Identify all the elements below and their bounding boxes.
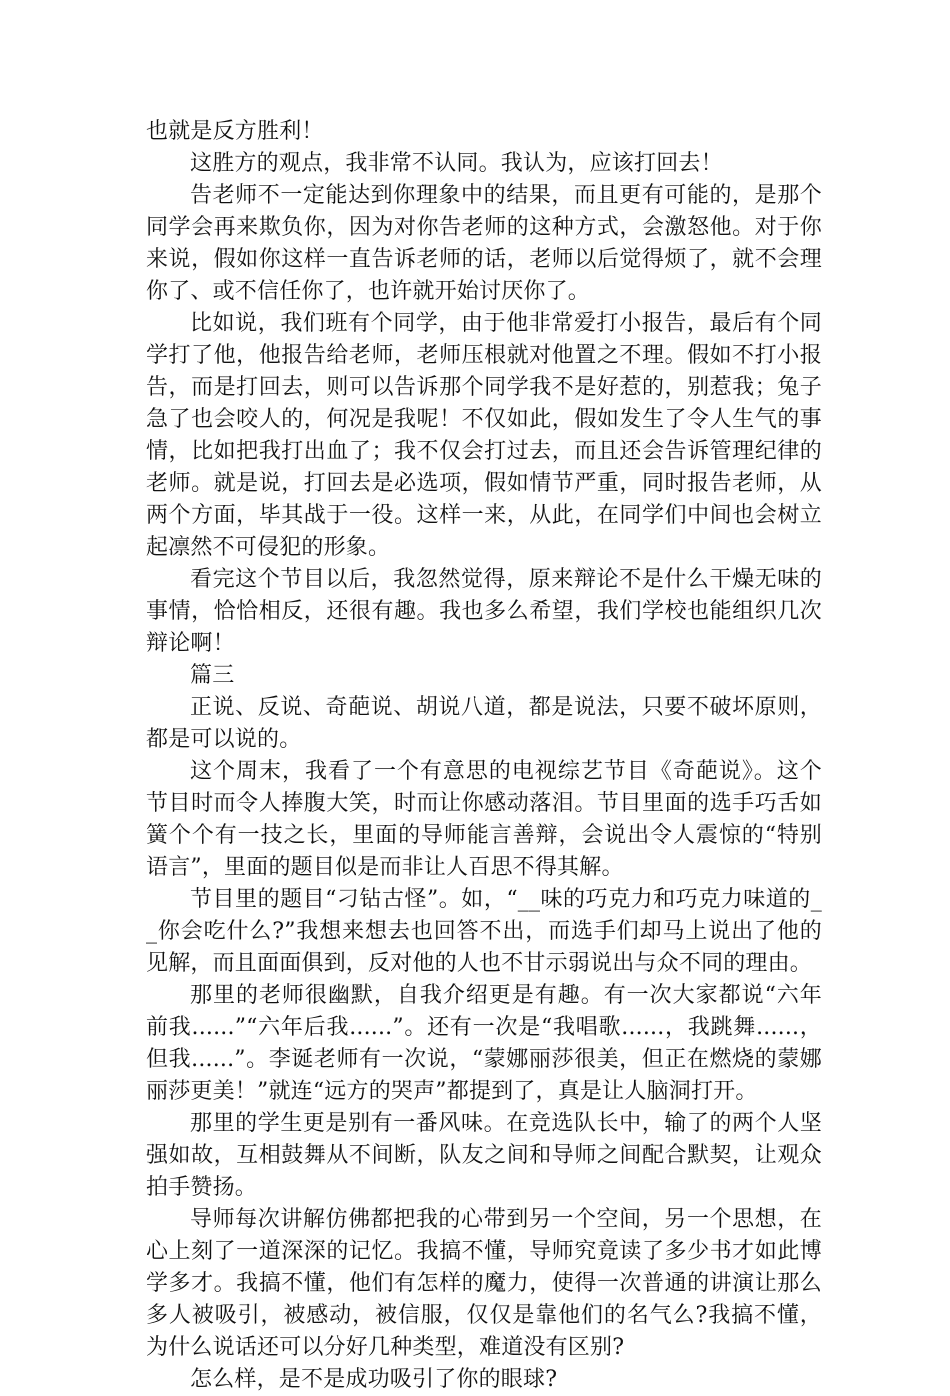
paragraph-7: 这个周末，我看了一个有意思的电视综艺节目《奇葩说》。这个节目时而令人捧腹大笑，时而让你感动落泪。节目里面的选手巧舌如簧个个有一技之长，里面的导师能言善辩，会说出令人震惊的“特别语言”，里面的题目似是而非让人百思不得其解。: [146, 759, 822, 880]
paragraph-10: 那里的学生更是别有一番风味。在竞选队长中，输了的两个人坚强如故，互相鼓舞从不间断，队友之间和导师之间配合默契，让观众拍手赞扬。: [146, 1111, 822, 1200]
paragraph-12: 怎么样，是不是成功吸引了你的眼球?: [190, 1367, 558, 1392]
paragraph-1: 也就是反方胜利！: [146, 119, 324, 144]
paragraph-5: 看完这个节目以后，我忽然觉得，原来辩论不是什么干燥无味的事情，恰恰相反，还很有趣。我也多么希望，我们学校也能组织几次辩论啊！: [146, 567, 822, 656]
paragraph-3: 告老师不一定能达到你理象中的结果，而且更有可能的，是那个同学会再来欺负你，因为对你告老师的这种方式，会激怒他。对于你来说，假如你这样一直告诉老师的话，老师以后觉得烦了，就不会理你了、或不信任你了，也许就开始讨厌你了。: [146, 183, 822, 304]
paragraph-8: 节目里的题目“刁钻古怪”。如，“__味的巧克力和巧克力味道的__你会吃什么?”我想来想去也回答不出，而选手们却马上说出了他的见解，而且面面俱到，反对他的人也不甘示弱说出与众不同的理由。: [146, 887, 822, 976]
paragraph-2: 这胜方的观点，我非常不认同。我认为，应该打回去！: [190, 151, 723, 176]
paragraph-6: 正说、反说、奇葩说、胡说八道，都是说法，只要不破坏原则，都是可以说的。: [146, 695, 822, 752]
section-heading: 篇三: [190, 663, 235, 688]
paragraph-4: 比如说，我们班有个同学，由于他非常爱打小报告，最后有个同学打了他，他报告给老师，老师压根就对他置之不理。假如不打小报告，而是打回去，则可以告诉那个同学我不是好惹的，别惹我；兔子急了也会咬人的，何况是我呢！不仅如此，假如发生了令人生气的事情，比如把我打出血了；我不仅会打过去，而且还会告诉管理纪律的老师。就是说，打回去是必选项，假如情节严重，同时报告老师，从两个方面，毕其战于一役。这样一来，从此，在同学们中间也会树立起凛然不可侵犯的形象。: [146, 311, 822, 560]
document-body: [146, 116, 822, 1396]
paragraph-9: 那里的老师很幽默，自我介绍更是有趣。有一次大家都说“六年前我......”“六年后我......”。还有一次是“我唱歌......，我跳舞......，但我......”。李诞老师有一次说，“蒙娜丽莎很美，但正在燃烧的蒙娜丽莎更美！”就连“远方的哭声”都提到了，真是让人脑洞打开。: [146, 983, 822, 1104]
paragraph-11: 导师每次讲解仿佛都把我的心带到另一个空间，另一个思想，在心上刻了一道深深的记忆。我搞不懂，导师究竟读了多少书才如此博学多才。我搞不懂，他们有怎样的魔力，使得一次普通的讲演让那么多人被吸引，被感动，被信服，仅仅是靠他们的名气么?我搞不懂，为什么说话还可以分好几种类型，难道没有区别?: [146, 1207, 822, 1360]
